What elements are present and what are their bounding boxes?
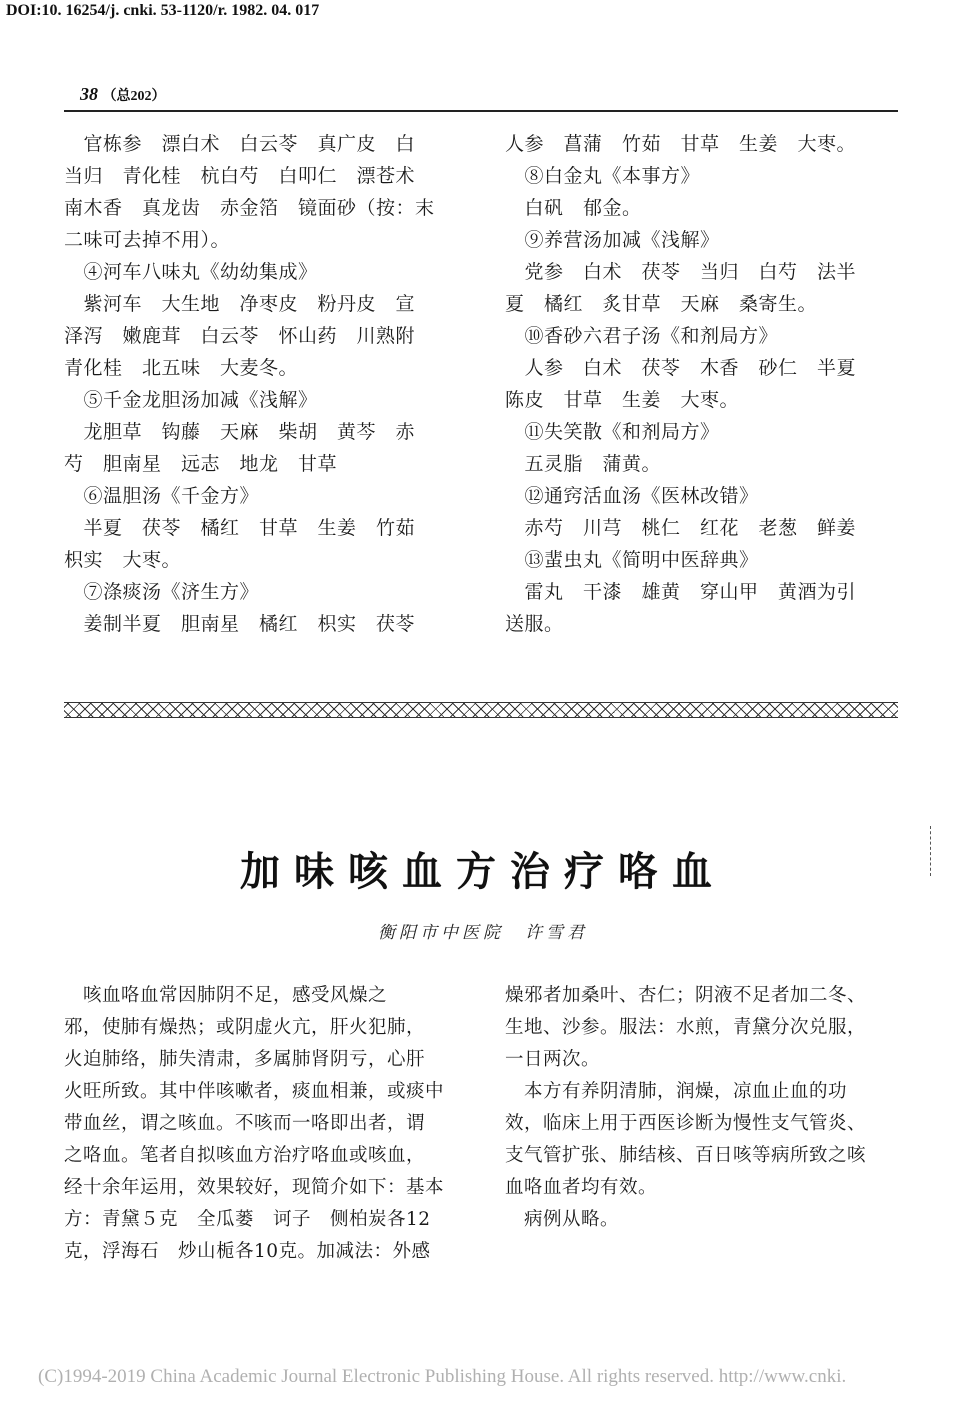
text-line: 火旺所致。其中伴咳嗽者，痰血相兼，或痰中	[64, 1081, 445, 1102]
text-line: 五灵脂 蒲黄。	[505, 453, 662, 475]
text-line: 一日两次。	[505, 1049, 601, 1070]
text-line: 二味可去掉不用）。	[64, 229, 231, 251]
text-line: 雷丸 干漆 雄黄 穿山甲 黄酒为引	[505, 581, 857, 603]
text-line: 当归 青化桂 杭白芍 白叩仁 漂苍术	[64, 165, 416, 187]
text-line: 经十余年运用，效果较好，现简介如下：基本	[64, 1177, 445, 1198]
page-number-value: 38	[80, 84, 98, 104]
text-line: ⑫通窍活血汤《医林改错》	[505, 485, 759, 507]
text-line: 人参 菖蒲 竹茹 甘草 生姜 大枣。	[505, 133, 857, 155]
article-right-column	[505, 980, 905, 1236]
text-line: 燥邪者加桑叶、杏仁；阴液不足者加二冬、	[505, 985, 867, 1006]
text-line: 党参 白术 茯苓 当归 白芍 法半	[505, 261, 857, 283]
text-line: ⑪失笑散《和剂局方》	[505, 421, 720, 443]
text-line: 陈皮 甘草 生姜 大枣。	[505, 389, 740, 411]
text-line: 青化桂 北五味 大麦冬。	[64, 357, 299, 379]
text-line: 方：青黛５克 全瓜蒌 诃子 侧柏炭各12	[64, 1209, 431, 1230]
text-line: 本方有养阴清肺，润燥，凉血止血的功	[505, 1081, 848, 1102]
text-line: 病例从略。	[505, 1209, 620, 1230]
page-total: （总202）	[102, 89, 166, 104]
text-line: 人参 白术 茯苓 木香 砂仁 半夏	[505, 357, 857, 379]
text-line: 支气管扩张、肺结核、百日咳等病所致之咳	[505, 1145, 867, 1166]
text-line: 官栋参 漂白术 白云苓 真广皮 白	[64, 133, 416, 155]
text-line: 半夏 茯苓 橘红 甘草 生姜 竹茹	[64, 517, 416, 539]
text-line: ⑤千金龙胆汤加减《浅解》	[64, 389, 318, 411]
text-line: 送服。	[505, 613, 564, 635]
text-line: 芍 胆南星 远志 地龙 甘草	[64, 453, 338, 475]
copyright-footer: (C)1994-2019 China Academic Journal Electronic Publishing House. All rights reserved. http://www.cnki.	[38, 1366, 847, 1387]
header-rule	[64, 110, 898, 112]
text-line: 夏 橘红 炙甘草 天麻 桑寄生。	[505, 293, 818, 315]
top-left-column	[64, 128, 464, 640]
text-line: 火迫肺络，肺失清肃，多属肺肾阴亏，心肝	[64, 1049, 426, 1070]
text-line: 血咯血者均有效。	[505, 1177, 658, 1198]
text-line: 紫河车 大生地 净枣皮 粉丹皮 宣	[64, 293, 416, 315]
text-line: ⑬蜚虫丸《简明中医辞典》	[505, 549, 759, 571]
text-line: 生地、沙参。服法：水煎，青黛分次兑服，	[505, 1017, 867, 1038]
text-line: ⑨养营汤加减《浅解》	[505, 229, 720, 251]
section-divider	[64, 702, 898, 718]
text-line: 之咯血。笔者自拟咳血方治疗咯血或咳血，	[64, 1145, 426, 1166]
text-line: ④河车八味丸《幼幼集成》	[64, 261, 318, 283]
top-right-column	[505, 128, 905, 640]
text-line: 效，临床上用于西医诊断为慢性支气管炎、	[505, 1113, 867, 1134]
doi-header: DOI:10. 16254/j. cnki. 53-1120/r. 1982. 04. 017	[6, 2, 320, 19]
text-line: ⑥温胆汤《千金方》	[64, 485, 260, 507]
text-line: 赤芍 川芎 桃仁 红花 老葱 鲜姜	[505, 517, 857, 539]
text-line: 姜制半夏 胆南星 橘红 枳实 茯苓	[64, 613, 416, 635]
text-line: 带血丝，谓之咳血。不咳而一咯即出者，谓	[64, 1113, 426, 1134]
text-line: 南木香 真龙齿 赤金箔 镜面砂（按：末	[64, 197, 435, 219]
text-line: 克，浮海石 炒山栀各10克。加减法：外感	[64, 1241, 431, 1262]
text-line: 泽泻 嫩鹿茸 白云苓 怀山药 川熟附	[64, 325, 416, 347]
text-line: ⑩香砂六君子汤《和剂局方》	[505, 325, 779, 347]
text-line: 邪，使肺有燥热；或阴虚火亢，肝火犯肺，	[64, 1017, 426, 1038]
text-line: 龙胆草 钩藤 天麻 柴胡 黄芩 赤	[64, 421, 416, 443]
text-line: 枳实 大枣。	[64, 549, 182, 571]
article-left-column	[64, 980, 464, 1268]
page-number	[80, 84, 166, 105]
text-line: ⑦涤痰汤《济生方》	[64, 581, 260, 603]
text-line: ⑧白金丸《本事方》	[505, 165, 701, 187]
text-line: 白矾 郁金。	[505, 197, 642, 219]
article-title: 加味咳血方治疗咯血	[240, 848, 726, 895]
text-line: 咳血咯血常因肺阴不足，感受风燥之	[64, 985, 388, 1006]
article-author: 衡阳市中医院 许雪君	[378, 923, 588, 943]
